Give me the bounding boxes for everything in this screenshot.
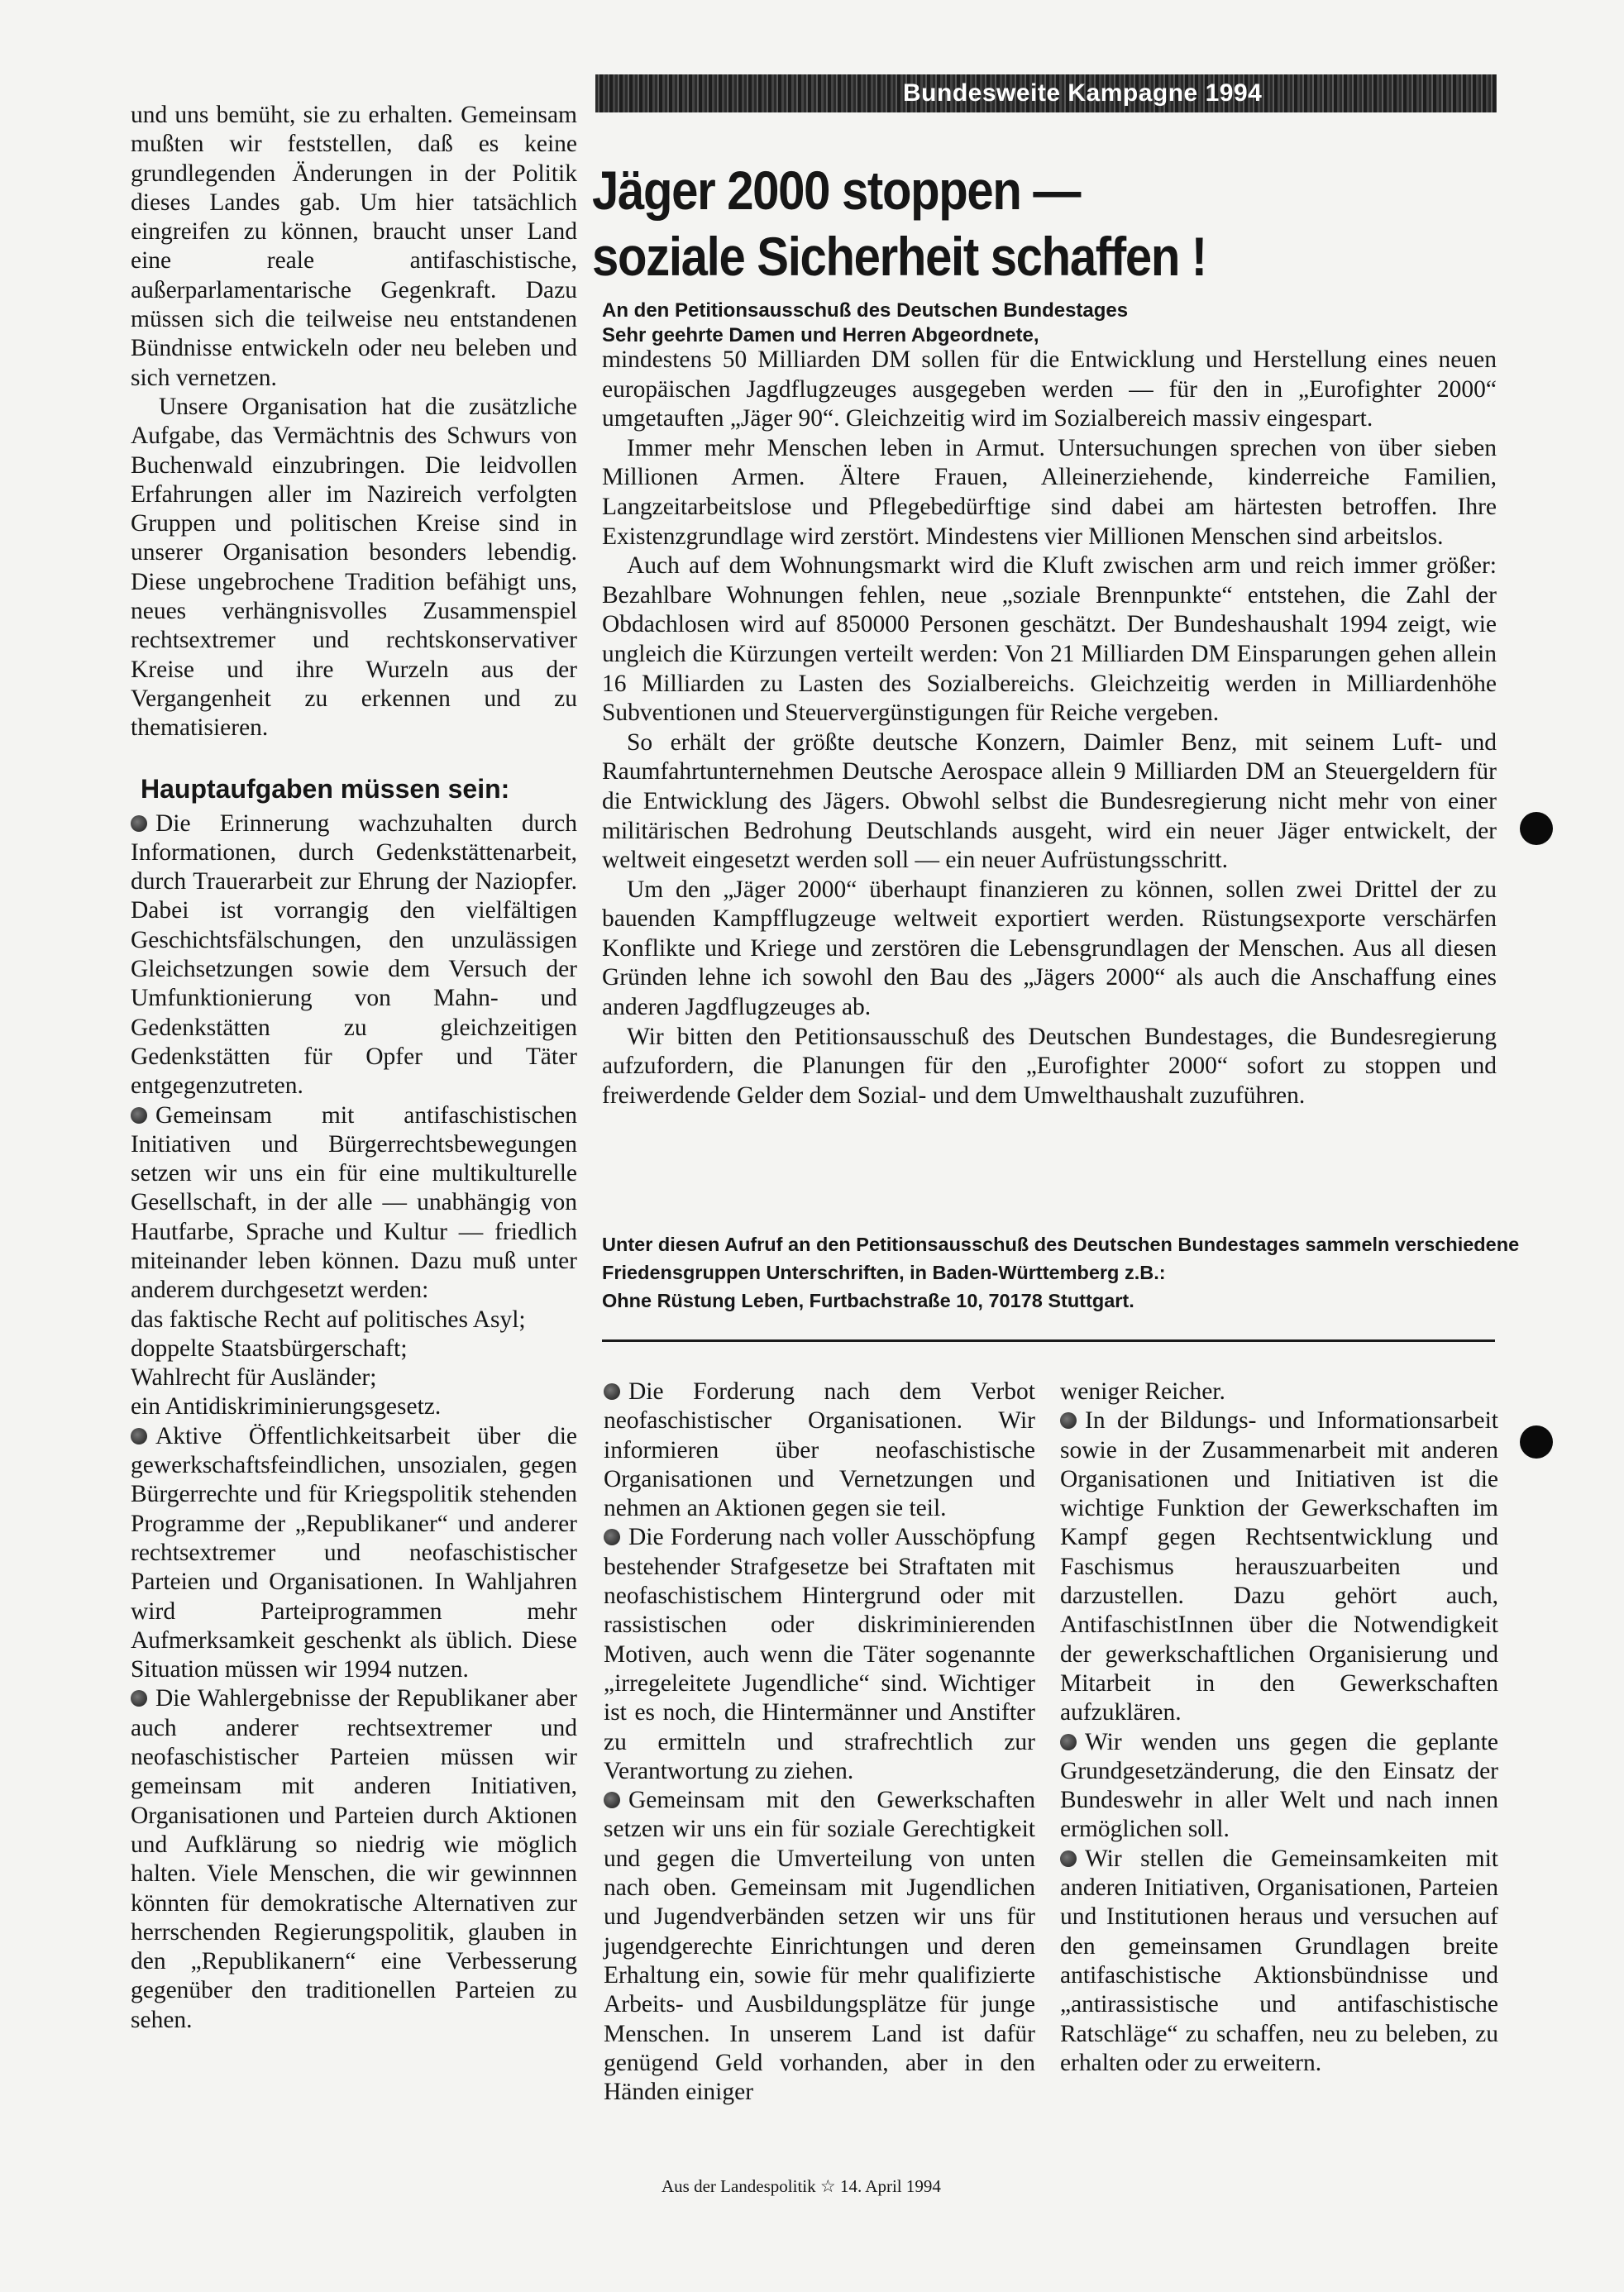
list-item-text: Aktive Öffentlichkeitsarbeit über die gewerkschaftsfeindlichen, unsozialen, gegen Bürgerrechte und für Kriegspolitik stehenden Programme der „Republikaner“ und anderer rechtsextremer und neofaschistischer Parteien und Organisationen. In Wahljahren wird Parteiprogrammen mehr Aufmerksamkeit geschenkt als üblich. Diese Situation müssen wir 1994 nutzen. <box>131 1422 577 1683</box>
list-item-text: Die Erinnerung wachzuhalten durch Informationen, durch Gedenkstättenarbeit, durch Trauerarbeit zur Ehrung der Naziopfer. Dabei ist vorrangig den vielfältigen Geschichtsfälschungen, den unzulässigen Gleichsetzungen sowie dem Versuch der Umfunktionierung von Mahn- und Gedenkstätten zu gleichzeitigen Gedenkstätten für Opfer und Täter entgegenzutreten. <box>131 809 577 1100</box>
signature-line: Unter diesen Aufruf an den Petitionsausschuß des Deutschen Bundestages sammeln verschiedene <box>602 1234 1520 1255</box>
right-column <box>1060 1378 1498 2078</box>
bullet-icon <box>1060 1412 1077 1429</box>
continuation-text: weniger Reicher. <box>1060 1378 1225 1405</box>
list-item <box>131 809 577 1101</box>
punch-hole-icon <box>1520 1425 1553 1459</box>
petition-letter <box>602 346 1497 1110</box>
tasks-heading: Hauptaufgaben müssen sein: <box>141 773 510 804</box>
letter-paragraph: Auch auf dem Wohnungsmarkt wird die Kluft zwischen arm und reich immer größer: Bezahlbare Wohnungen fehlen, neue „soziale Brennpunkte“ entstehen, die Zahl der Obdachlosen wird auf 850000 Personen geschätzt. Der Bundeshaushalt 1994 zeigt, wie ungleich die Kürzungen verteilt werden: Von 21 Milliarden DM Einsparungen gehen allein 16 Milliarden zu Lasten des Sozialbereichs. Gleichzeitig werden in Milliardenhöhe Subventionen und Steuervergünstigungen für Reiche vergeben. <box>602 552 1497 727</box>
letter-paragraph: mindestens 50 Milliarden DM sollen für die Entwicklung und Herstellung eines neuen europäischen Jagdflugzeuges ausgegeben werden — für den in „Eurofighter 2000“ umgetauften „Jäger 90“. Gleichzeitig wird im Sozialbereich massiv eingespart. <box>602 346 1497 432</box>
signature-line: Ohne Rüstung Leben, Furtbachstraße 10, 70178 Stuttgart. <box>602 1290 1134 1311</box>
demand-item: doppelte Staatsbürgerschaft; <box>131 1335 408 1362</box>
banner-label: Bundesweite Kampagne 1994 <box>903 79 1263 107</box>
bullet-icon <box>131 1428 147 1444</box>
signature-line: Friedensgruppen Unterschriften, in Baden-Württemberg z.B.: <box>602 1262 1166 1283</box>
bullet-icon <box>1060 1734 1077 1750</box>
page-footer: Aus der Landespolitik ☆ 14. April 1994 <box>662 2176 941 2196</box>
addressee: An den Petitionsausschuß des Deutschen Bundestages <box>602 299 1129 322</box>
list-item <box>131 1684 577 2035</box>
bullet-icon <box>131 1107 147 1124</box>
bullet-icon <box>131 815 147 832</box>
list-item-text: Wir wenden uns gegen die geplante Grundgesetzänderung, die den Einsatz der Bundeswehr in aller Welt und nach innen ermöglichen soll. <box>1060 1728 1498 1843</box>
bullet-icon <box>131 1690 147 1707</box>
middle-column <box>604 1378 1035 2107</box>
bullet-icon <box>604 1529 620 1545</box>
list-item-text: Gemeinsam mit den Gewerkschaften setzen wir uns ein für soziale Gerechtigkeit und gegen die Umverteilung von unten nach oben. Gemeinsam mit Jugendlichen und Jugendverbänden setzen wir uns für jugendgerechte Einrichtungen und deren Erhaltung ein, sowie für mehr qualifizierte Arbeits- und Ausbildungsplätze für junge Menschen. In unserem Land ist dafür genügend Geld vorhanden, aber in den Händen einiger <box>604 1787 1035 2106</box>
letter-paragraph: Immer mehr Menschen leben in Armut. Untersuchungen sprechen von über sieben Millionen Armen. Ältere Frauen, Alleinerziehende, kinderreiche Familien, Langzeitarbeitslose und Pflegebedürftige sind dabei am härtesten betroffen. Ihre Existenzgrundlage wird zerstört. Mindestens vier Millionen Menschen sind arbeitslos. <box>602 434 1497 550</box>
headline-line: Jäger 2000 stoppen — <box>592 160 1081 221</box>
list-item <box>131 1101 577 1306</box>
list-item <box>131 1422 577 1685</box>
list-item <box>1060 1406 1498 1727</box>
punch-hole-icon <box>1520 812 1553 845</box>
list-item <box>604 1378 1035 1523</box>
letter-paragraph: So erhält der größte deutsche Konzern, Daimler Benz, mit seinem Luft- und Raumfahrtunternehmen Deutsche Aerospace allein 9 Milliarden DM an Steuergeldern für die Entwicklung des Jägers. Obwohl selbst die Bundesregierung nicht mehr von einer militärischen Bedrohung Deutschlands ausgeht, wird ein neuer Jäger entwickelt, der weltweit eingesetzt werden soll — ein neuer Aufrüstungsschritt. <box>602 728 1497 874</box>
salutation: Sehr geehrte Damen und Herren Abgeordnete, <box>602 324 1039 346</box>
list-item-text: In der Bildungs- und Informationsarbeit sowie in der Zusammenarbeit mit anderen Organisationen und Initiativen ist die wichtige Funktion der Gewerkschaften im Kampf gegen Rechtsentwicklung und Faschismus herauszuarbeiten und darzustellen. Dazu gehört auch, AntifaschistInnen über die Notwendigkeit der gewerkschaftlichen Organisierung und Mitarbeit in den Gewerkschaften aufzuklären. <box>1060 1407 1498 1726</box>
left-paragraph: Unsere Organisation hat die zusätzliche Aufgabe, das Vermächtnis des Schwurs von Buchenwald einzubringen. Die leidvollen Erfahrungen aller im Nazireich verfolgten Gruppen und politischen Kreise sind in unserer Organisation besonders lebendig. Diese ungebrochene Tradition befähigt uns, neues verhängnisvolles Zusammenspiel rechtsextremer und rechtskonservativer Kreise und ihre Wurzeln aus der Vergangenheit zu erkennen und zu thematisieren. <box>131 393 577 742</box>
headline-line: soziale Sicherheit schaffen ! <box>592 226 1206 287</box>
demand-item: ein Antidiskriminierungsgesetz. <box>131 1393 442 1421</box>
left-paragraph: und uns bemüht, sie zu erhalten. Gemeinsam mußten wir feststellen, daß es keine grundlegenden Änderungen in der Politik dieses Landes gab. Um hier tatsächlich eingreifen zu können, braucht unser Land eine reale antifaschistische, außerparlamentarische Gegenkraft. Dazu müssen sich die teilweise neu entstandenen Bündnisse entwickeln oder neu beleben und sich vernetzen. <box>131 102 577 391</box>
campaign-banner <box>595 74 1497 112</box>
demand-item: Wahlrecht für Ausländer; <box>131 1364 377 1392</box>
divider-rule <box>602 1339 1495 1342</box>
demand-item: das faktische Recht auf politisches Asyl; <box>131 1306 526 1333</box>
list-item-text: Gemeinsam mit antifaschistischen Initiativen und Bürgerrechtsbewegungen setzen wir uns ein für eine multikulturelle Gesellschaft, in der alle — unabhängig von Hautfarbe, Sprache und Kultur — friedlich miteinander leben können. Dazu muß unter anderem durchgesetzt werden: <box>131 1101 577 1304</box>
signature-note <box>602 1230 1520 1315</box>
list-item-text: Die Wahlergebnisse der Republikaner aber auch anderer rechtsextremer und neofaschistischer Parteien müssen wir gemeinsam mit anderen Initiativen, Organisationen und Parteien durch Aktionen und Aufklärung so niedrig wie möglich halten. Viele Menschen, die wir gewinnnen könnten für demokratische Alternativen zur herrschenden Regierungspolitik, glauben in den „Republikanern“ eine Verbesserung gegenüber den traditionellen Parteien zu sehen. <box>131 1685 577 2033</box>
headline <box>592 157 1502 289</box>
left-column <box>131 101 577 2035</box>
demand-list <box>131 1306 577 1422</box>
list-item <box>604 1786 1035 2107</box>
list-item <box>1060 1845 1498 2078</box>
letter-paragraph: Um den „Jäger 2000“ überhaupt finanzieren zu können, sollen zwei Drittel der zu bauenden Kampfflugzeuge weltweit exportiert werden. Rüstungsexporte verschärfen Konflikte und Kriege und zerstören die Lebensgrundlagen der Menschen. Aus all diesen Gründen lehne ich sowohl den Bau des „Jägers 2000“ als auch die Anschaffung eines anderen Jagdflugzeuges ab. <box>602 876 1497 1021</box>
list-item-text: Wir stellen die Gemeinsamkeiten mit anderen Initiativen, Organisationen, Parteien und Institutionen heraus und versuchen auf den gemeinsamen Grundlagen breite antifaschistische Aktionsbündnisse und „antirassistische und antifaschistische Ratschläge“ zu schaffen, neu zu beleben, zu erhalten oder zu erweitern. <box>1060 1845 1498 2076</box>
bullet-icon <box>604 1383 620 1400</box>
list-item <box>604 1523 1035 1786</box>
bullet-icon <box>604 1792 620 1808</box>
list-item-text: Die Forderung nach voller Ausschöpfung bestehender Strafgesetze bei Straftaten mit neofaschistischem Hintergrund oder mit rassistischen oder diskriminierenden Motiven, auch wenn die Täter sogenannte „irregeleitete Jugendliche“ sind. Wichtiger ist es noch, die Hintermänner und Anstifter zu ermitteln und strafrechtlich zur Verantwortung zu ziehen. <box>604 1524 1035 1784</box>
list-item <box>1060 1728 1498 1845</box>
letter-paragraph: Wir bitten den Petitionsausschuß des Deutschen Bundestages, die Bundesregierung aufzufordern, die Planungen für den „Eurofighter 2000“ sofort zu stoppen und freiwerdende Gelder dem Sozial- und dem Umwelthaushalt zuzuführen. <box>602 1023 1497 1109</box>
bullet-icon <box>1060 1850 1077 1867</box>
list-item-text: Die Forderung nach dem Verbot neofaschistischer Organisationen. Wir informieren über neofaschistische Organisationen und Vernetzungen und nehmen an Aktionen gegen sie teil. <box>604 1378 1035 1522</box>
